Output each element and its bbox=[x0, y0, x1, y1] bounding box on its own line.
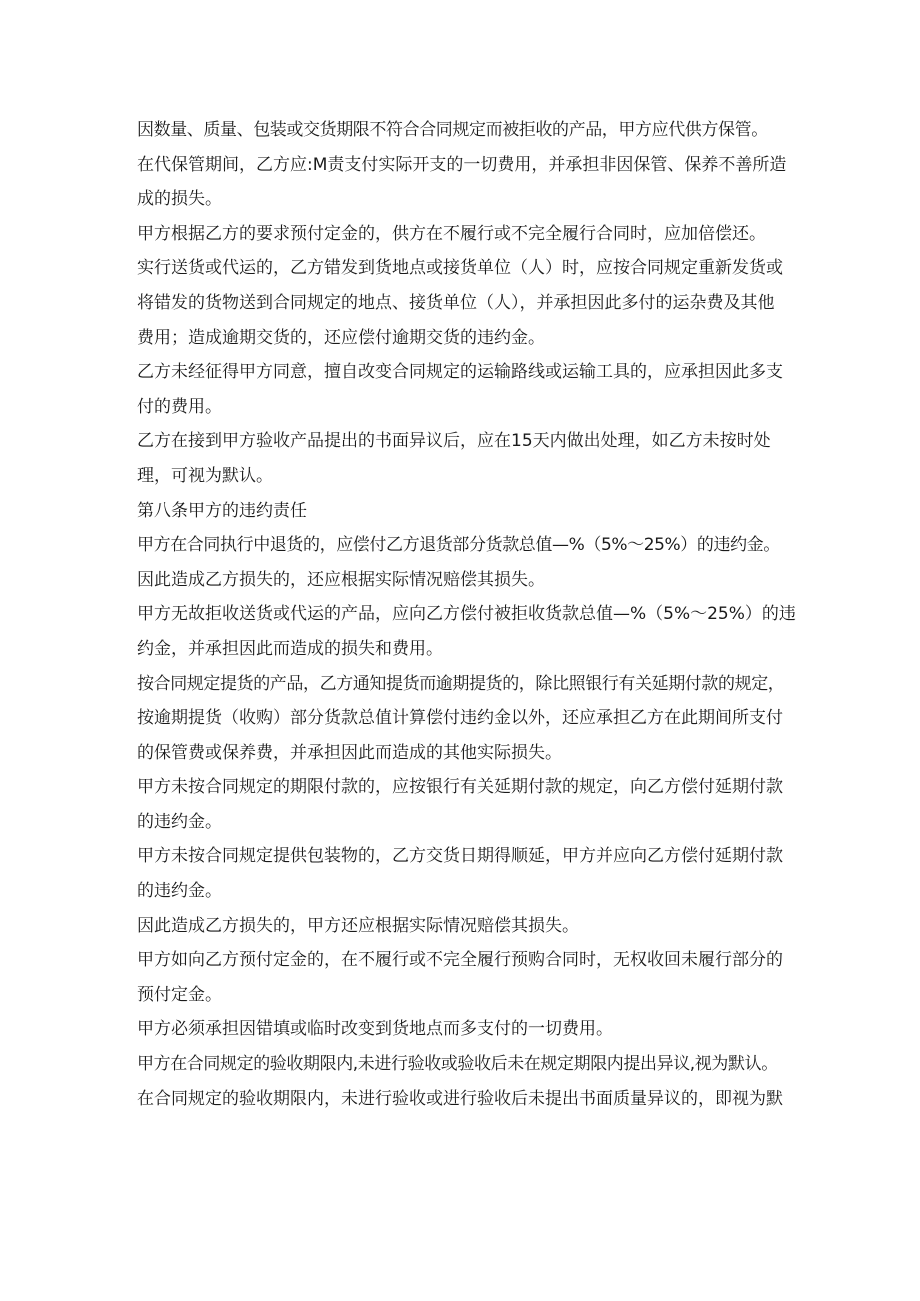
text-line: 因此造成乙方损失的，甲方还应根据实际情况赔偿其损失。 bbox=[137, 915, 579, 936]
text-line: 在代保管期间，乙方应:M责支付实际开支的一切费用，并承担非因保管、保养不善所造 bbox=[137, 154, 787, 175]
section-heading: 第八条甲方的违约责任 bbox=[137, 500, 307, 521]
text-line: 的违约金。 bbox=[137, 811, 222, 832]
text-line: 的违约金。 bbox=[137, 881, 222, 902]
text-line: 甲方未按合同规定的期限付款的，应按银行有关延期付款的规定，向乙方偿付延期付款 bbox=[137, 777, 783, 798]
text-line: 在合同规定的验收期限内，未进行验收或进行验收后未提出书面质量异议的，即视为默 bbox=[137, 1088, 783, 1109]
text-line: 付的费用。 bbox=[137, 396, 222, 417]
text-line: 甲方如向乙方预付定金的，在不履行或不完全履行预购合同时，无权收回未履行部分的 bbox=[137, 950, 783, 971]
text-line: 成的损失。 bbox=[137, 189, 222, 210]
text-line: 将错发的货物送到合同规定的地点、接货单位（人），并承担因此多付的运杂费及其他 bbox=[137, 292, 775, 313]
text-line: 乙方未经征得甲方同意，擅自改变合同规定的运输路线或运输工具的，应承担因此多支 bbox=[137, 362, 783, 383]
text-line: 甲方无故拒收送货或代运的产品，应向乙方偿付被拒收货款总值—%（5%～25%）的违 bbox=[137, 604, 796, 625]
text-line: 理，可视为默认。 bbox=[137, 465, 273, 486]
text-line: 按合同规定提货的产品，乙方通知提货而逾期提货的，除比照银行有关延期付款的规定， bbox=[137, 673, 785, 694]
text-line: 按逾期提货（收购）部分货款总值计算偿付违约金以外，还应承担乙方在此期间所支付 bbox=[137, 708, 783, 729]
text-line: 乙方在接到甲方验收产品提出的书面异议后，应在15天内做出处理，如乙方未按时处 bbox=[137, 431, 771, 452]
text-line: 约金，并承担因此而造成的损失和费用。 bbox=[137, 638, 443, 659]
text-line: 因此造成乙方损失的，还应根据实际情况赔偿其损失。 bbox=[137, 569, 545, 590]
text-line: 甲方在合同规定的验收期限内,未进行验收或验收后未在规定期限内提出异议,视为默认。 bbox=[137, 1054, 778, 1075]
text-line: 预付定金。 bbox=[137, 984, 222, 1005]
text-line: 甲方在合同执行中退货的，应偿付乙方退货部分货款总值—%（5%～25%）的违约金。 bbox=[137, 535, 780, 556]
document-body bbox=[137, 113, 797, 1116]
text-line: 因数量、质量、包装或交货期限不符合合同规定而被拒收的产品，甲方应代供方保管。 bbox=[137, 120, 768, 140]
text-line: 甲方必须承担因错填或临时改变到货地点而多支付的一切费用。 bbox=[137, 1019, 613, 1040]
text-line: 实行送货或代运的，乙方错发到货地点或接货单位（人）时，应按合同规定重新发货或 bbox=[137, 258, 783, 279]
text-line: 的保管费或保养费，并承担因此而造成的其他实际损失。 bbox=[137, 742, 562, 763]
text-line: 甲方未按合同规定提供包装物的，乙方交货日期得顺延，甲方并应向乙方偿付延期付款 bbox=[137, 846, 783, 867]
text-line: 甲方根据乙方的要求预付定金的，供方在不履行或不完全履行合同时，应加倍偿还。 bbox=[137, 223, 766, 244]
text-line: 费用；造成逾期交货的，还应偿付逾期交货的违约金。 bbox=[137, 327, 545, 348]
